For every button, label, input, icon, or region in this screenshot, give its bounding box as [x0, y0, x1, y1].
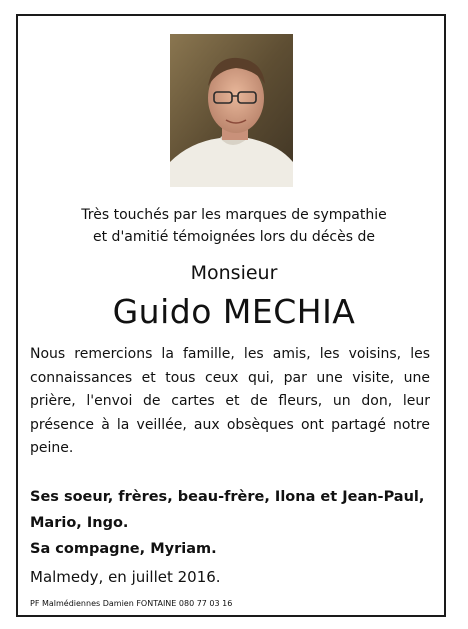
thanks-intro: [30, 204, 438, 248]
family-line-3: Sa compagne, Myriam.: [30, 541, 217, 557]
deceased-name: Guido MECHIA: [112, 292, 356, 331]
thanks-message: Nous remercions la famille, les amis, les voisins, les connaissances et tous ceux qui, par une visite, une prière, l'envoi de cartes et de fleurs, un don, leur présence à la veillée, aux obsèques ont partagé notre peine.: [30, 346, 430, 456]
funeral-home-footer: PF Malmédiennes Damien FONTAINE 080 77 03 16: [30, 599, 233, 608]
family-line-1: Ses soeur, frères, beau-frère, Ilona et Jean-Paul,: [30, 489, 425, 505]
family-line-2: Mario, Ingo.: [30, 515, 129, 531]
thanks-line-2: et d'amitié témoignées lors du décès de: [93, 229, 375, 245]
family-signature: [30, 484, 440, 562]
deceased-title: Monsieur: [190, 262, 278, 284]
thanks-line-1: Très touchés par les marques de sympathie: [81, 207, 387, 223]
place-date: Malmedy, en juillet 2016.: [30, 568, 221, 586]
portrait-photo: [170, 34, 293, 187]
